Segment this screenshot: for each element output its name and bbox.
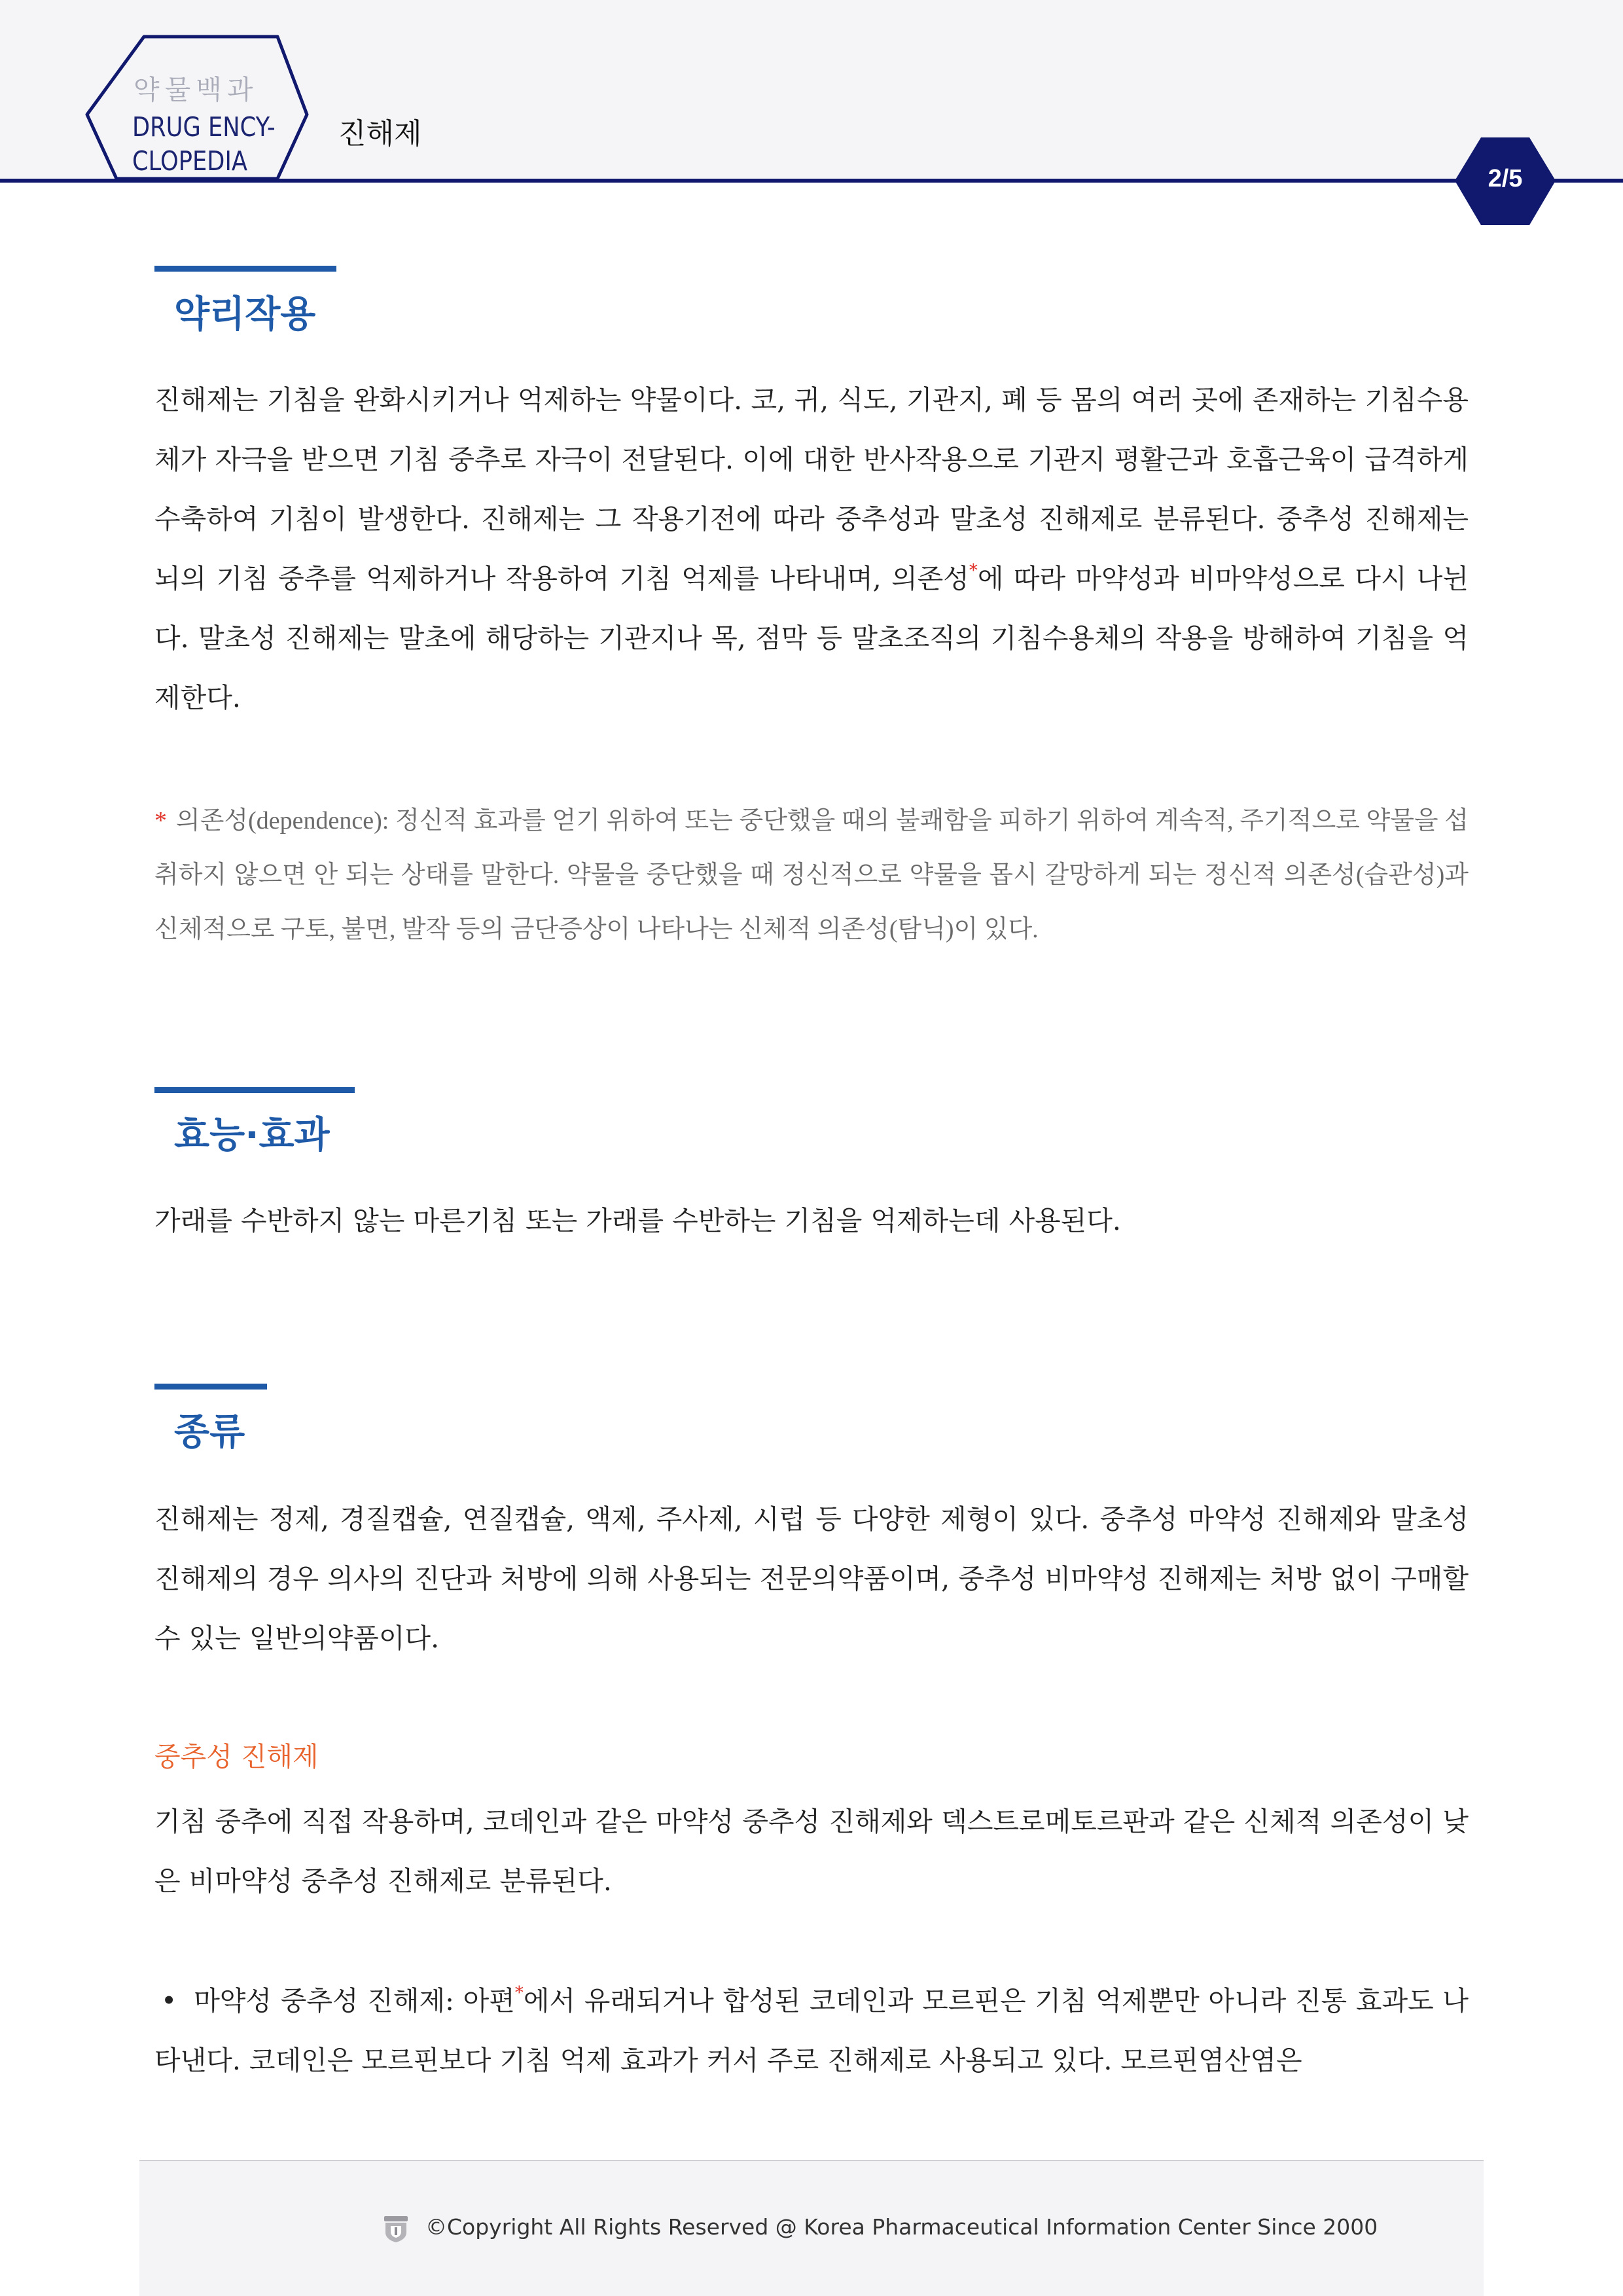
- dependence-footnote: * 의존성(dependence): 정신적 효과를 얻기 위하여 또는 중단했을 때의 불쾌함을 피하기 위하여 계속적, 주기적으로 약물을 섭취하지 않으면 안 되는 상태를 말한다. 약물을 중단했을 때 정신적으로 약물을 몹시 갈망하게 되는 정신적 의존성(습관성)과 신체적으로 구토, 불면, 발작 등의 금단증상이 나타나는 신체적 의존성(탐닉)이 있다.: [154, 807, 1469, 943]
- types-paragraph: 진해제는 정제, 경질캡슐, 연질캡슐, 액제, 주사제, 시럽 등 다양한 제형이 있다. 중추성 마약성 진해제와 말초성 진해제의 경우 의사의 진단과 처방에 의해 사용되는 전문의약품이며, 중추성 비마약성 진해제는 처방 없이 구매할 수 있는 일반의약품이다.: [154, 1503, 1469, 1654]
- subheading-central-antitussive: 중추성 진해제: [154, 1741, 319, 1772]
- section-heading-types: 종류: [174, 1411, 245, 1454]
- pharmacology-paragraph: 진해제는 기침을 완화시키거나 억제하는 약물이다. 코, 귀, 식도, 기관지, 폐 등 몸의 여러 곳에 존재하는 기침수용체가 자극을 받으면 기침 중추로 자극이 전달된다. 이에 대한 반사작용으로 기관지 평활근과 호흡근육이 급격하게 수축하여 기침이 발생한다. 진해제는 그 작용기전에 따라 중추성과 말초성 진해제로 분류된다. 중추성 진해제는 뇌의 기침 중추를 억제하거나 작용하여 기침 억제를 나타내며, 의존성*에 따라 마약성과 비마약성으로 다시 나뉜다. 말초성 진해제는 말초에 해당하는 기관지나 목, 점막 등 말초조직의 기침수용체의 작용을 방해하여 기침을 억제한다.: [154, 384, 1469, 713]
- section-bar-pharmacology: [154, 266, 336, 272]
- page-number-badge: [0, 0, 1623, 236]
- section-bar-efficacy: [154, 1087, 355, 1093]
- bullet-narcotic-central: • 마약성 중추성 진해제: 아편*에서 유래되거나 합성된 코데인과 모르핀은 기침 억제뿐만 아니라 진통 효과도 나타낸다. 코데인은 모르핀보다 기침 억제 효과가 커서 주로 진해제로 사용되고 있다. 모르핀염산염은: [154, 1983, 1469, 2076]
- section-heading-efficacy: 효능·효과: [174, 1114, 330, 1157]
- kpic-emblem-icon: [382, 2214, 410, 2243]
- section-bar-types: [154, 1384, 267, 1390]
- footnote-marker: *: [514, 1983, 524, 2003]
- central-antitussive-paragraph: 기침 중추에 직접 작용하며, 코데인과 같은 마약성 중추성 진해제와 덱스트로메토르판과 같은 신체적 의존성이 낮은 비마약성 중추성 진해제로 분류된다.: [154, 1806, 1469, 1897]
- page-number: 2/5: [1488, 165, 1523, 192]
- section-heading-pharmacology: 약리작용: [174, 293, 316, 336]
- footnote-marker: *: [969, 561, 978, 581]
- footnote-asterisk: *: [154, 807, 167, 834]
- logo-title-english: DRUG ENCY- CLOPEDIA: [132, 111, 276, 177]
- bullet-symbol: •: [161, 1985, 177, 2017]
- footer-copyright: ©Copyright All Rights Reserved @ Korea Pharmaceutical Information Center Since 2000: [425, 2214, 1378, 2240]
- logo-title-korean: 약물백과: [134, 74, 259, 105]
- document-title: 진해제: [338, 117, 422, 151]
- efficacy-paragraph: 가래를 수반하지 않는 마른기침 또는 가래를 수반하는 기침을 억제하는데 사용된다.: [154, 1205, 1121, 1236]
